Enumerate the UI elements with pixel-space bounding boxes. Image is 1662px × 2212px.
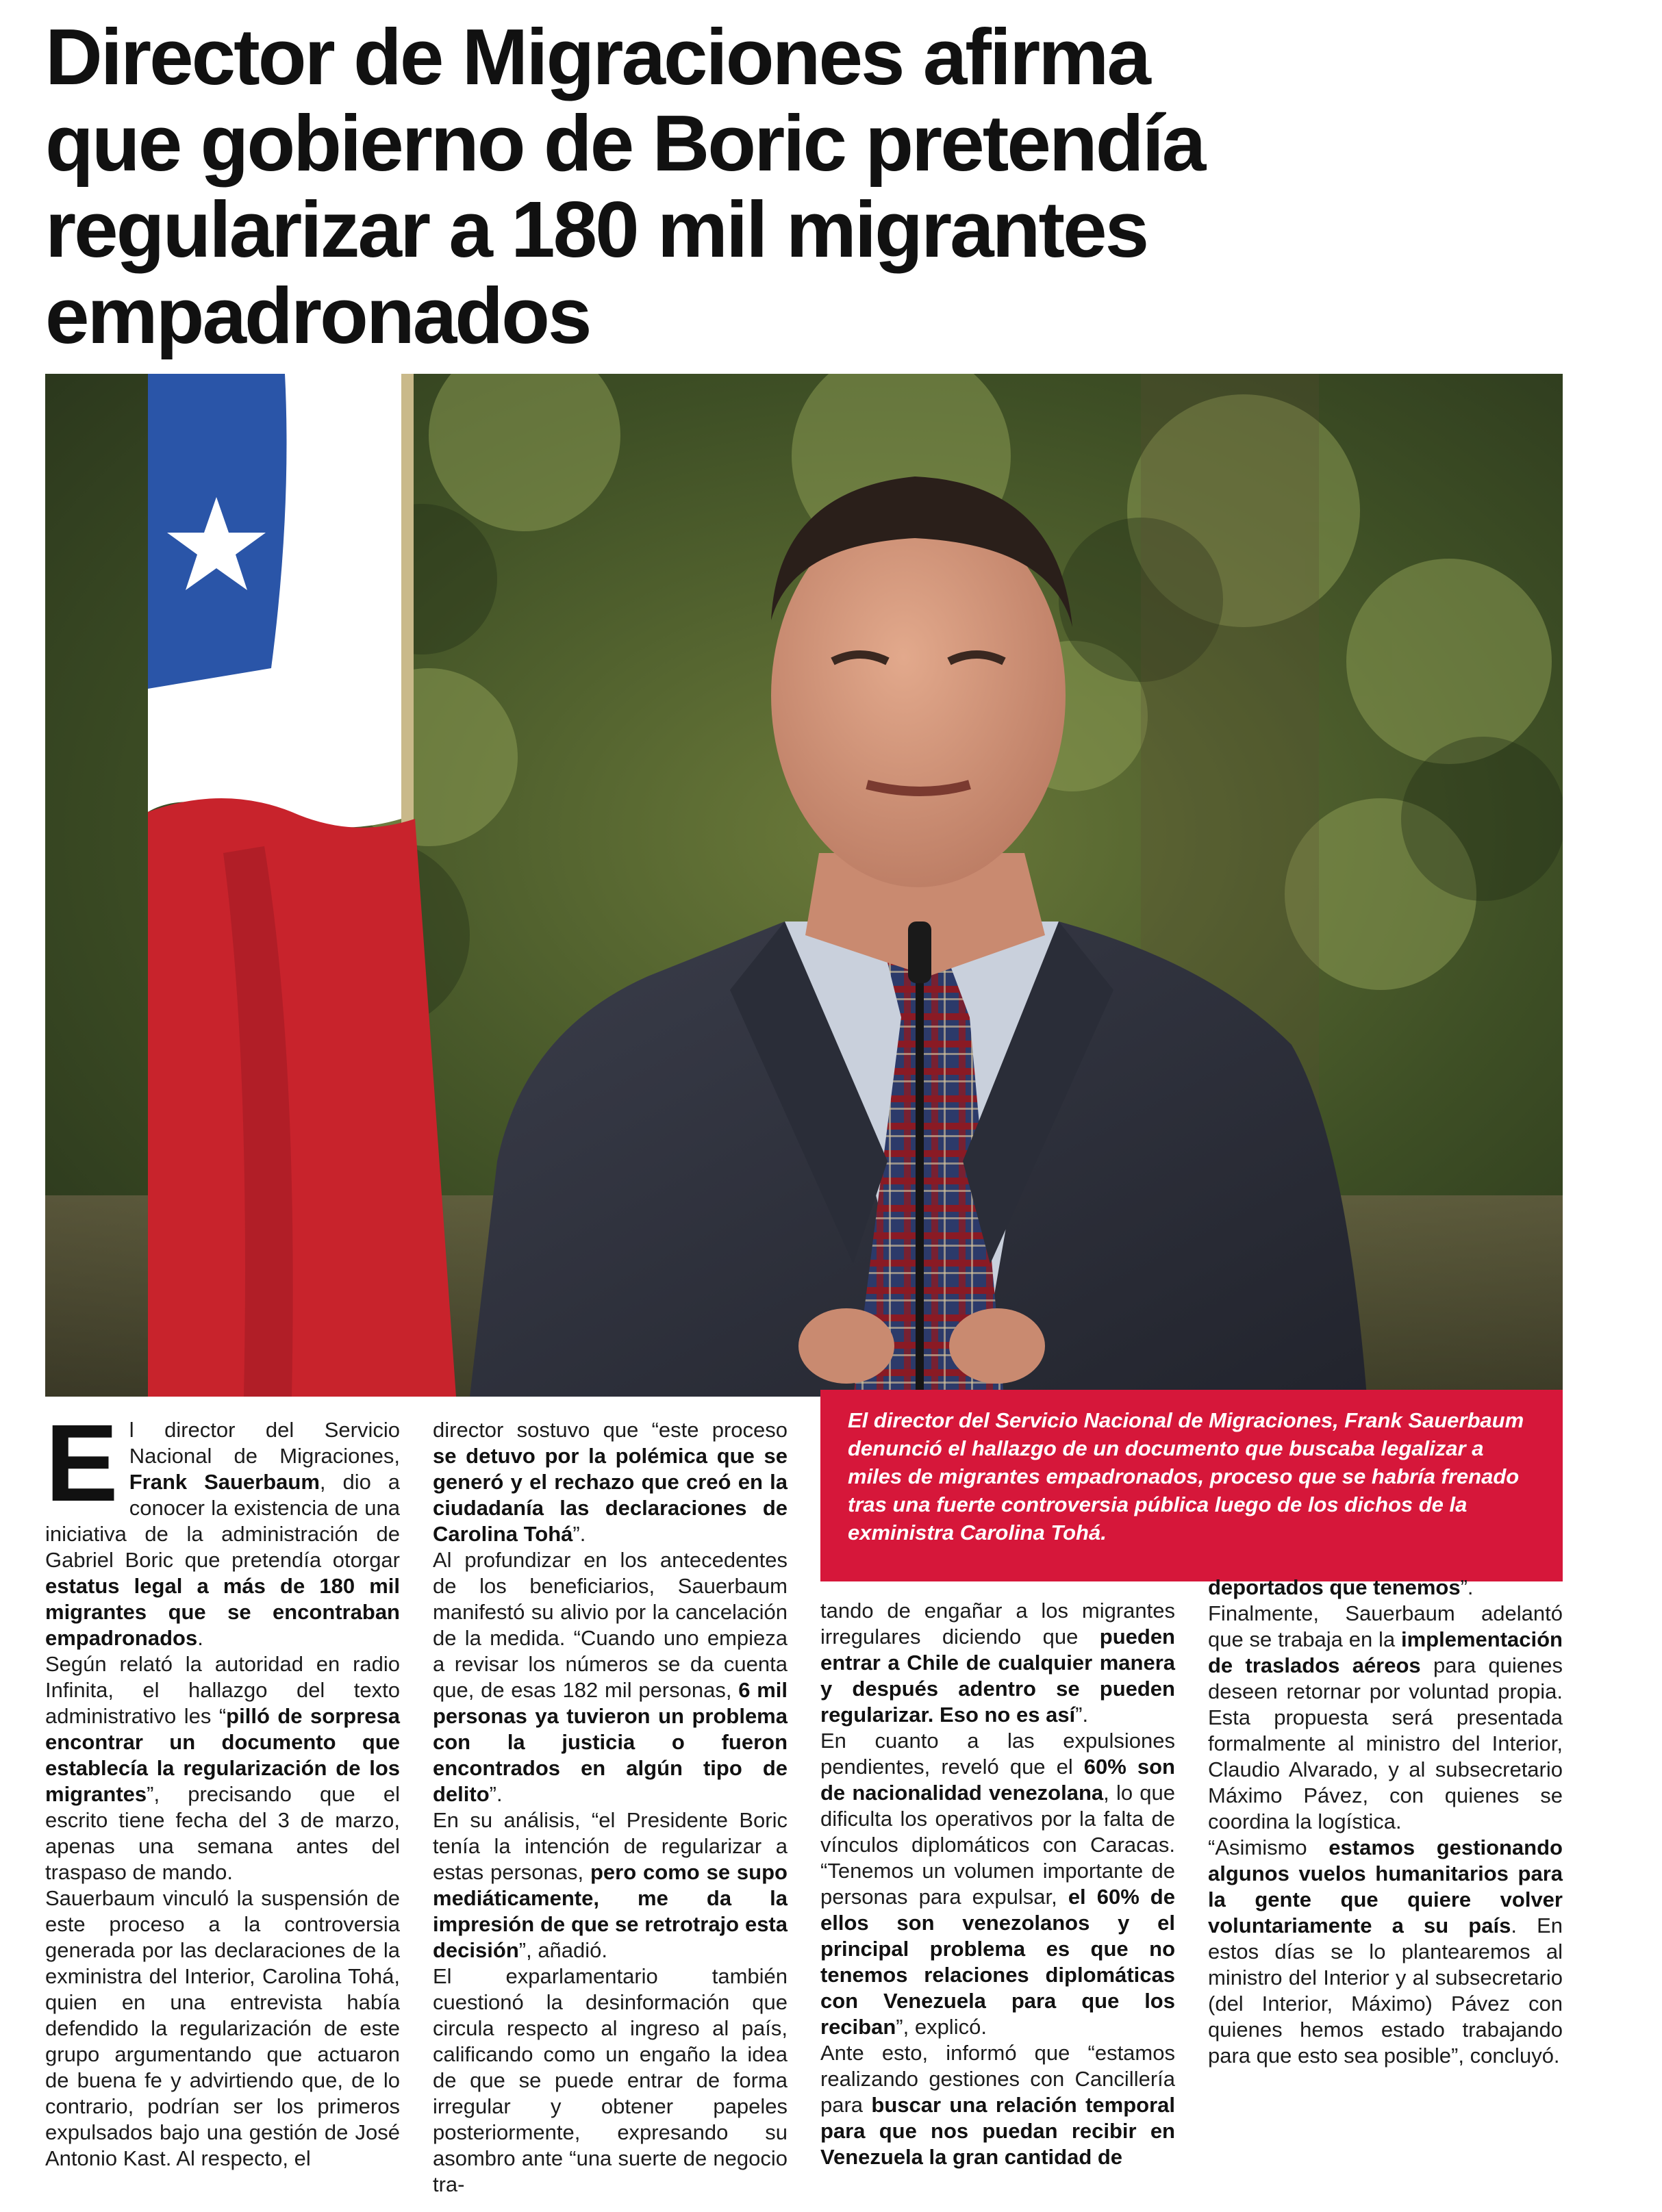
headline-line: empadronados (45, 271, 590, 360)
bold-run: deportados que tenemos (1208, 1575, 1461, 1599)
paragraph (1208, 1601, 1563, 1835)
drop-cap: E (45, 1401, 118, 1524)
text-run: . En estos días se lo plantearemos al ministro del Interior y al subsecretario (del Interior, Máximo) Pávez con quienes hemos estado trabajando para que esto sea posible”, concluyó. (1208, 1914, 1563, 2068)
text-run: En su análisis, “el Presidente Boric tenía la intención de regularizar a estas personas, (433, 1808, 788, 1884)
text-run: ”, precisando que el escrito tiene fecha del 3 de marzo, apenas una semana antes del traspaso de mando. (45, 1782, 400, 1884)
text-run: tando de engañar a los migrantes irregulares diciendo que (820, 1599, 1175, 1649)
bold-run: 6 mil personas ya tuvieron un problema con la justicia o fueron encontrados en algún tipo de delito (433, 1678, 788, 1806)
text-run: Finalmente, Sauerbaum adelantó que se trabaja en la (1208, 1601, 1563, 1651)
paragraph (820, 1598, 1175, 1728)
text-run: Al profundizar en los antecedentes de los beneficiarios, Sauerbaum manifestó su alivio por la cancelación de la medida. “Cuando uno empieza a revisar los números se da cuenta que, de esas 182 mil personas, (433, 1548, 788, 1702)
paragraph (820, 2040, 1175, 2170)
paragraph (1208, 1575, 1563, 1601)
text-run: Según relató la autoridad en radio Infinita, el hallazgo del texto administrativo les “ (45, 1652, 400, 1728)
text-run: ”. (572, 1522, 586, 1546)
article-column-3 (820, 1598, 1175, 2170)
text-run: Ante esto, informó que “estamos realizando gestiones con Cancillería para (820, 2041, 1175, 2117)
text-run: ”, añadió. (518, 1938, 608, 1962)
headline-line: regularizar a 180 mil migrantes (45, 185, 1148, 274)
bold-run: Frank Sauerbaum (129, 1470, 320, 1494)
text-run: , lo que dificulta los operativos por la falta de vínculos diplomáticos con Caracas. “Tenemos un volumen importante de personas para expulsar, (820, 1781, 1175, 1909)
text-run: l director del Servicio Nacional de Migraciones, (129, 1418, 400, 1468)
headline-line: Director de Migraciones afirma (45, 12, 1149, 101)
article-photo (45, 374, 1563, 1397)
bold-run: buscar una relación temporal para que nos puedan recibir en Venezuela la gran cantidad de (820, 2093, 1175, 2169)
photo-caption: El director del Servicio Nacional de Migraciones, Frank Sauerbaum denunció el hallazgo de un documento que buscaba legalizar a miles de migrantes empadronados, proceso que se habría frenado tras una fuerte controversia pública luego de los dichos de la exministra Carolina Tohá. (848, 1408, 1524, 1544)
paragraph (433, 1547, 788, 1807)
text-run: . (197, 1626, 203, 1650)
bold-run: pilló de sorpresa encontrar un documento que establecía la regularización de los migrantes (45, 1704, 400, 1806)
text-run: ”. (1075, 1703, 1089, 1727)
bold-run: 60% son de nacionalidad venezolana (820, 1755, 1175, 1805)
bold-run: se detuvo por la polémica que se generó y el rechazo que creó en la ciudadanía las declaraciones de Carolina Tohá (433, 1444, 788, 1546)
article-column-2 (433, 1417, 788, 2198)
photo-caption-box (820, 1390, 1563, 1581)
paragraph (45, 1651, 400, 1885)
paragraph: El exparlamentario también cuestionó la desinformación que circula respecto al ingreso al país, calificando como un engaño la idea de que se puede entrar de forma irregular y obtener papeles posteriormente, expresando su asombro ante “una suerte de negocio tra- (433, 1964, 788, 2196)
paragraph (1208, 1835, 1563, 2069)
text-run: ”. (1460, 1575, 1474, 1599)
paragraph (433, 1807, 788, 1963)
bold-run: el 60% de ellos son venezolanos y el principal problema es que no tenemos relaciones diplomáticas con Venezuela para que los reciban (820, 1885, 1175, 2039)
article-column-4 (1208, 1575, 1563, 2069)
bold-run: estatus legal a más de 180 mil migrantes que se encontraban empadronados (45, 1574, 400, 1650)
text-run: ”. (489, 1782, 503, 1806)
text-run: “Asimismo (1208, 1835, 1329, 1859)
headline-line: que gobierno de Boric pretendía (45, 99, 1205, 188)
paragraph (433, 1417, 788, 1547)
person-speaking-icon (45, 374, 1563, 1397)
text-run: En cuanto a las expulsiones pendientes, reveló que el (820, 1729, 1175, 1779)
text-run: ”, explicó. (896, 2015, 987, 2039)
bold-run: pero como se supo mediáticamente, me da la impresión de que se retrotrajo esta decisión (433, 1860, 788, 1962)
bold-run: implementación de traslados aéreos (1208, 1627, 1563, 1677)
text-run: director sostuvo que “este proceso (433, 1418, 788, 1442)
text-run: para quienes deseen retornar por voluntad propia. Esta propuesta será presentada formalmente al ministro del Interior, Claudio Alvarado, y al subsecretario Máximo Pávez, con quienes se coordina la logística. (1208, 1653, 1563, 1833)
bold-run: estamos gestionando algunos vuelos humanitarios para la gente que quiere volver voluntariamente a su país (1208, 1835, 1563, 1937)
paragraph: Sauerbaum vinculó la suspensión de este proceso a la controversia generada por las declaraciones de la exministra del Interior, Carolina Tohá, quien en una entrevista había defendido la regularización de este grupo argumentando que actuaron de buena fe y advirtiendo que, de lo contrario, podrían ser los primeros expulsados bajo una gestión de José Antonio Kast. Al respecto, el (45, 1886, 400, 2170)
paragraph (820, 1728, 1175, 2040)
bold-run: pueden entrar a Chile de cualquier manera y después adentro se pueden regularizar. Eso no es así (820, 1625, 1175, 1727)
paragraph (45, 1401, 400, 1651)
article-headline (45, 14, 1620, 359)
article-column-1 (45, 1401, 400, 2172)
text-run: , dio a conocer la existencia de una iniciativa de la administración de Gabriel Boric que pretendía otorgar (45, 1470, 400, 1572)
